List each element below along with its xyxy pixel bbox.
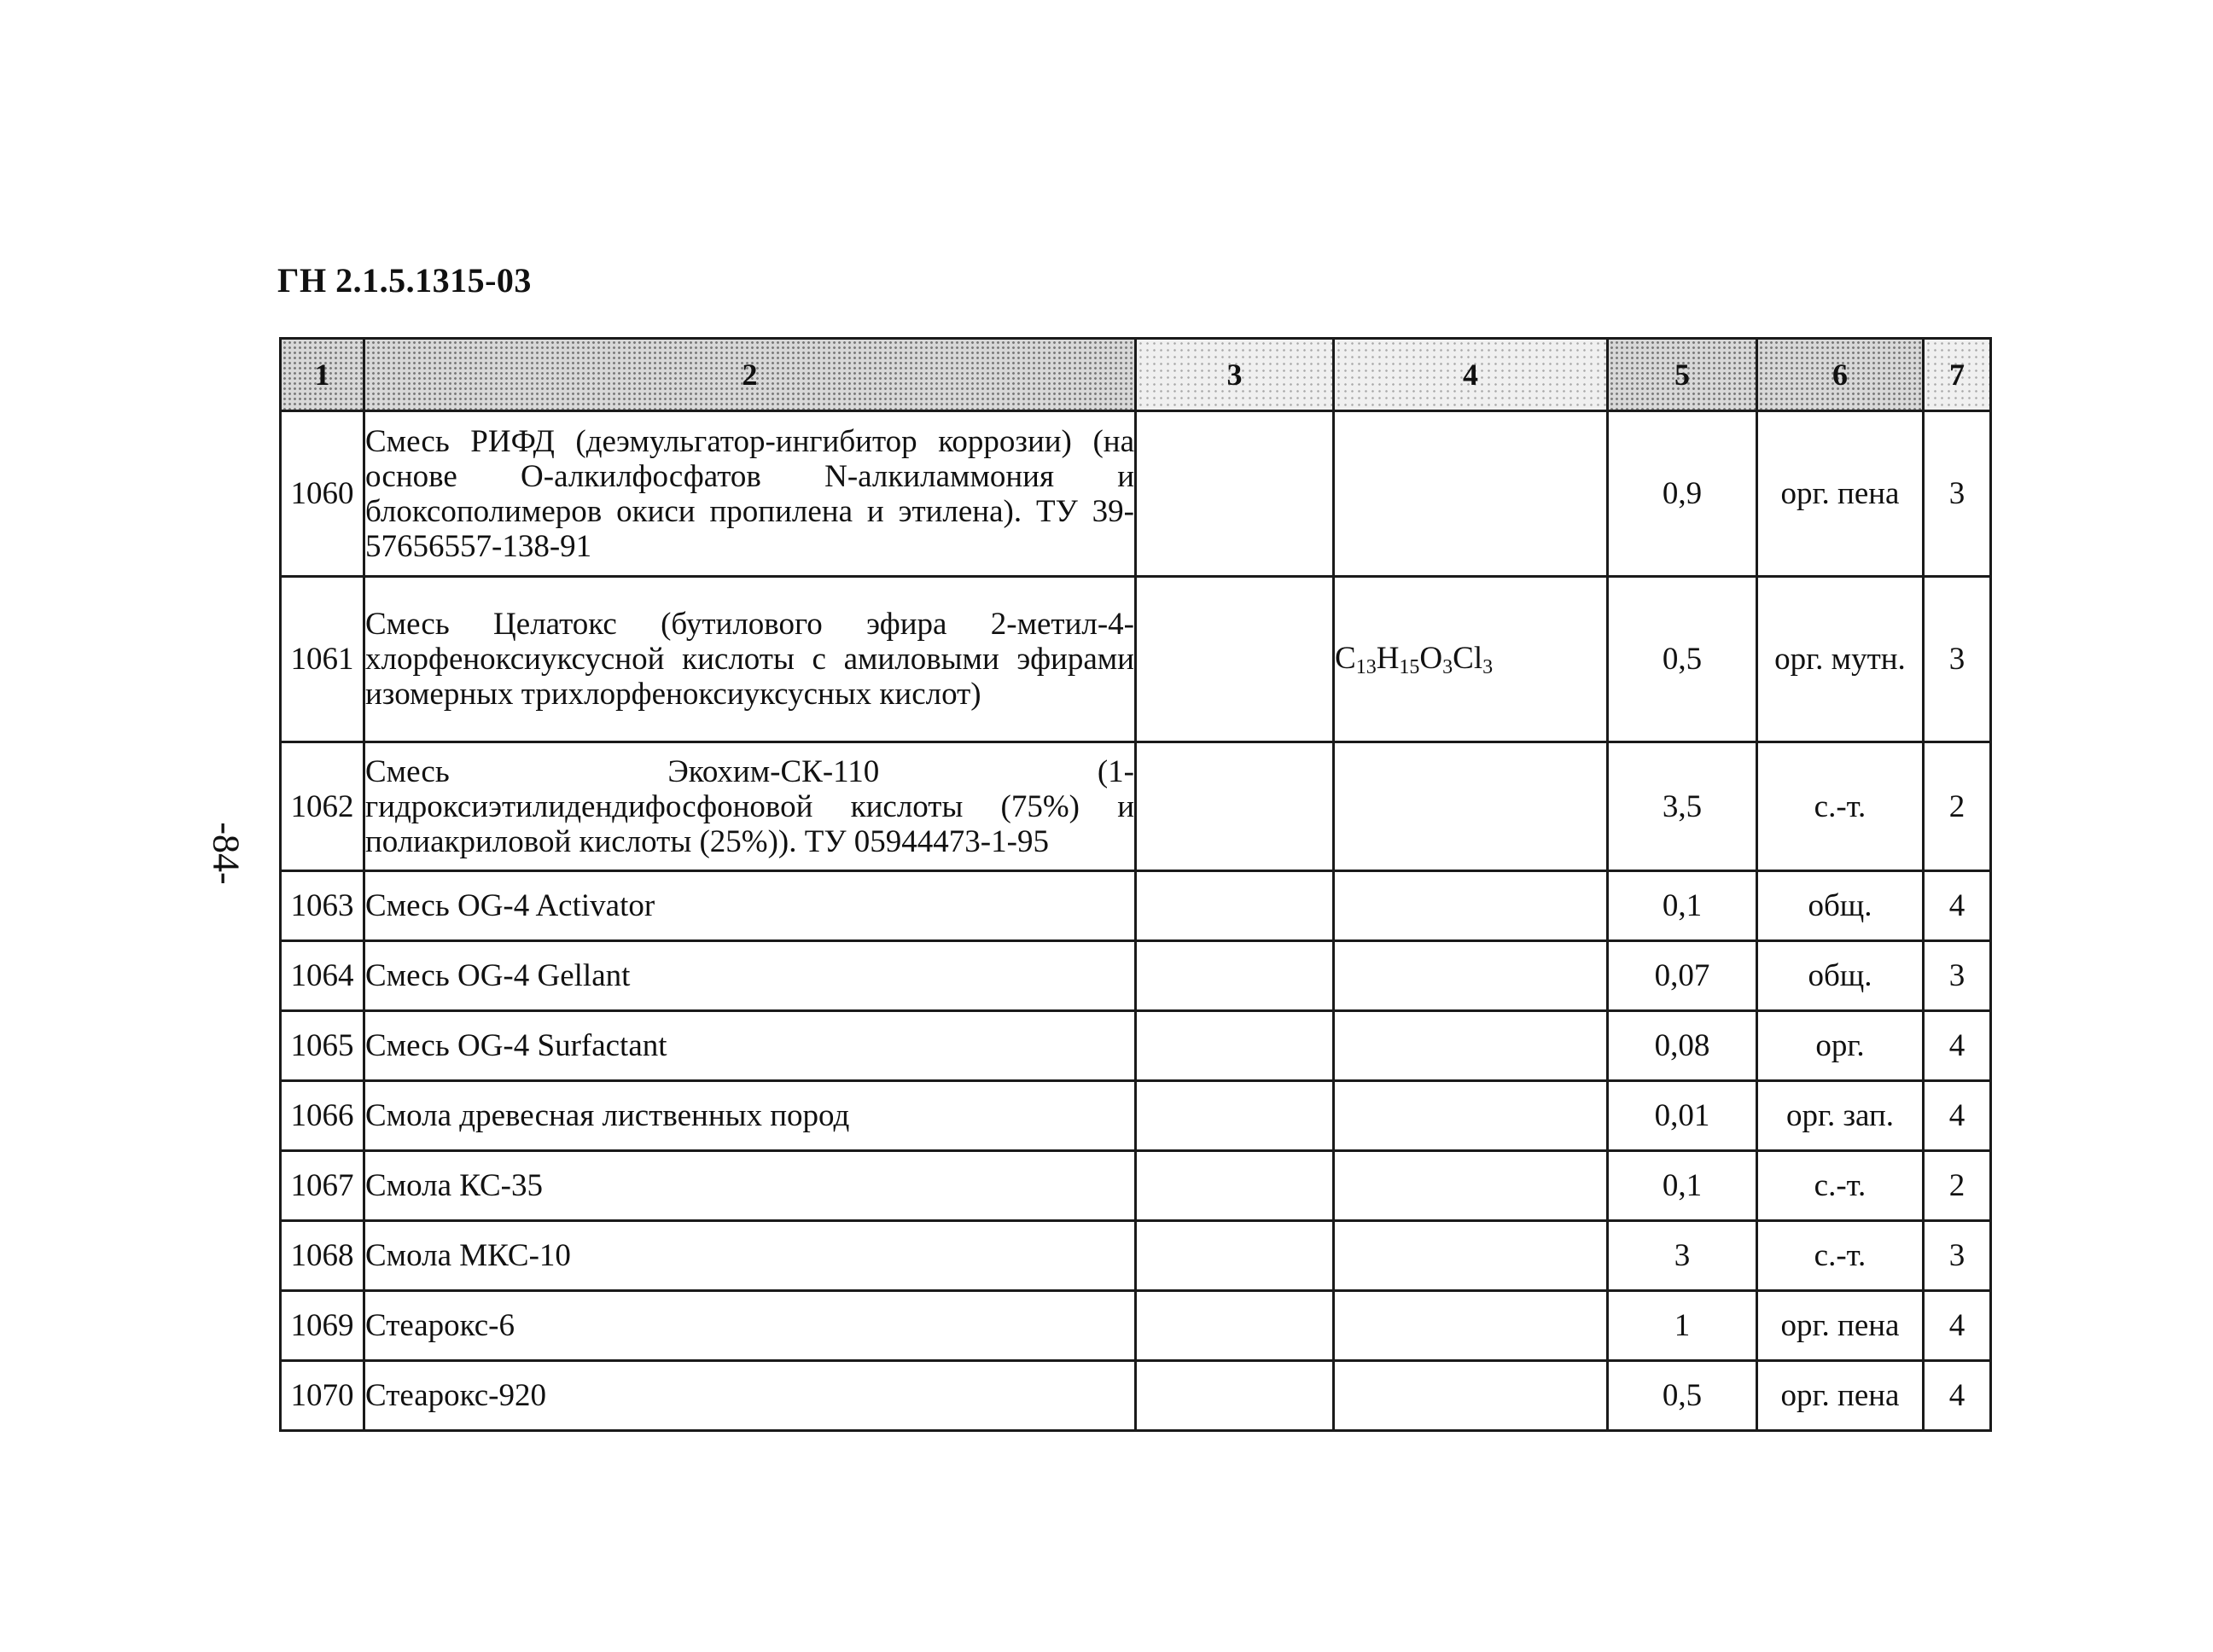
harm-sign: с.-т. xyxy=(1757,742,1924,871)
hazard-class: 4 xyxy=(1924,1361,1991,1431)
substance-name: Смесь OG-4 Activator xyxy=(364,871,1136,941)
chemical-formula xyxy=(1334,941,1608,1011)
table-row xyxy=(281,1081,1991,1151)
table-row xyxy=(281,1221,1991,1291)
limit-value: 0,1 xyxy=(1608,1151,1757,1221)
harm-sign: орг. зап. xyxy=(1757,1081,1924,1151)
row-number: 1061 xyxy=(281,577,364,742)
column-header-6: 6 xyxy=(1757,339,1924,411)
row-number: 1070 xyxy=(281,1361,364,1431)
document-header: ГН 2.1.5.1315-03 xyxy=(277,261,532,300)
row-number: 1065 xyxy=(281,1011,364,1081)
harm-sign: орг. мутн. xyxy=(1757,577,1924,742)
chemical-formula xyxy=(1334,1221,1608,1291)
table-row xyxy=(281,871,1991,941)
chemical-formula xyxy=(1334,871,1608,941)
table-row xyxy=(281,941,1991,1011)
hazard-class: 4 xyxy=(1924,1011,1991,1081)
hazard-class: 4 xyxy=(1924,1291,1991,1361)
limit-value: 0,1 xyxy=(1608,871,1757,941)
row-number: 1066 xyxy=(281,1081,364,1151)
harm-sign: с.-т. xyxy=(1757,1151,1924,1221)
harm-sign: общ. xyxy=(1757,871,1924,941)
hazard-class: 2 xyxy=(1924,1151,1991,1221)
substance-name: Смесь РИФД (деэмульгатор-ингибитор коррозии) (на основе О-алкилфосфатов N-алкиламмония и блоксополимеров окиси пропилена и этилена). ТУ 39-57656557-138-91 xyxy=(364,411,1136,577)
limit-value: 0,5 xyxy=(1608,1361,1757,1431)
cas-number xyxy=(1136,1011,1334,1081)
substance-name: Смола МКС-10 xyxy=(364,1221,1136,1291)
column-header-1: 1 xyxy=(281,339,364,411)
limit-value: 0,9 xyxy=(1608,411,1757,577)
chemical-formula: $C_{13}H_{15}O_3Cl_3$ xyxy=(1334,577,1608,742)
hazard-class: 3 xyxy=(1924,577,1991,742)
limit-value: 3 xyxy=(1608,1221,1757,1291)
limit-value: 0,01 xyxy=(1608,1081,1757,1151)
column-header-3: 3 xyxy=(1136,339,1334,411)
hazard-class: 2 xyxy=(1924,742,1991,871)
limit-value: 1 xyxy=(1608,1291,1757,1361)
harm-sign: орг. xyxy=(1757,1011,1924,1081)
substance-name: Стеарокс-6 xyxy=(364,1291,1136,1361)
cas-number xyxy=(1136,871,1334,941)
hazard-class: 3 xyxy=(1924,1221,1991,1291)
cas-number xyxy=(1136,941,1334,1011)
table-row xyxy=(281,1361,1991,1431)
harm-sign: орг. пена xyxy=(1757,411,1924,577)
page-number-text: -84- xyxy=(205,822,248,885)
table-body xyxy=(281,411,1991,1431)
table-row xyxy=(281,1151,1991,1221)
chemical-formula xyxy=(1334,1291,1608,1361)
limit-value: 0,07 xyxy=(1608,941,1757,1011)
substance-name: Смесь Экохим-СК-110 (1-гидроксиэтилидендифосфоновой кислоты (75%) и полиакриловой кислоты (25%)). ТУ 05944473-1-95 xyxy=(364,742,1136,871)
table-row xyxy=(281,411,1991,577)
table-row xyxy=(281,577,1991,742)
hazard-class: 4 xyxy=(1924,871,1991,941)
chemical-formula xyxy=(1334,1361,1608,1431)
harm-sign: орг. пена xyxy=(1757,1361,1924,1431)
chemical-formula xyxy=(1334,1151,1608,1221)
substance-name: Смола КС-35 xyxy=(364,1151,1136,1221)
header-row xyxy=(281,339,1991,411)
substance-name: Смола древесная лиственных пород xyxy=(364,1081,1136,1151)
hazard-class: 3 xyxy=(1924,941,1991,1011)
table-row xyxy=(281,1291,1991,1361)
cas-number xyxy=(1136,1081,1334,1151)
hazard-class: 4 xyxy=(1924,1081,1991,1151)
chemical-formula xyxy=(1334,411,1608,577)
substance-name: Смесь OG-4 Gellant xyxy=(364,941,1136,1011)
substances-table xyxy=(279,337,1992,1432)
row-number: 1060 xyxy=(281,411,364,577)
column-header-7: 7 xyxy=(1924,339,1991,411)
harm-sign: с.-т. xyxy=(1757,1221,1924,1291)
substance-name: Смесь OG-4 Surfactant xyxy=(364,1011,1136,1081)
cas-number xyxy=(1136,1151,1334,1221)
cas-number xyxy=(1136,411,1334,577)
row-number: 1069 xyxy=(281,1291,364,1361)
row-number: 1068 xyxy=(281,1221,364,1291)
harm-sign: общ. xyxy=(1757,941,1924,1011)
limit-value: 0,5 xyxy=(1608,577,1757,742)
substance-name: Смесь Целатокс (бутилового эфира 2-метил-4-хлорфеноксиуксусной кислоты с амиловыми эфирами изомерных трихлорфеноксиуксусных кислот) xyxy=(364,577,1136,742)
cas-number xyxy=(1136,1291,1334,1361)
harm-sign: орг. пена xyxy=(1757,1291,1924,1361)
column-header-4: 4 xyxy=(1334,339,1608,411)
row-number: 1063 xyxy=(281,871,364,941)
cas-number xyxy=(1136,1361,1334,1431)
chemical-formula xyxy=(1334,742,1608,871)
cas-number xyxy=(1136,1221,1334,1291)
column-header-2: 2 xyxy=(364,339,1136,411)
hazard-class: 3 xyxy=(1924,411,1991,577)
row-number: 1064 xyxy=(281,941,364,1011)
column-header-5: 5 xyxy=(1608,339,1757,411)
row-number: 1067 xyxy=(281,1151,364,1221)
chemical-formula xyxy=(1334,1011,1608,1081)
table-header xyxy=(281,339,1991,411)
table-row xyxy=(281,1011,1991,1081)
cas-number xyxy=(1136,577,1334,742)
limit-value: 0,08 xyxy=(1608,1011,1757,1081)
substance-name: Стеарокс-920 xyxy=(364,1361,1136,1431)
table-row xyxy=(281,742,1991,871)
cas-number xyxy=(1136,742,1334,871)
row-number: 1062 xyxy=(281,742,364,871)
limit-value: 3,5 xyxy=(1608,742,1757,871)
chemical-formula xyxy=(1334,1081,1608,1151)
